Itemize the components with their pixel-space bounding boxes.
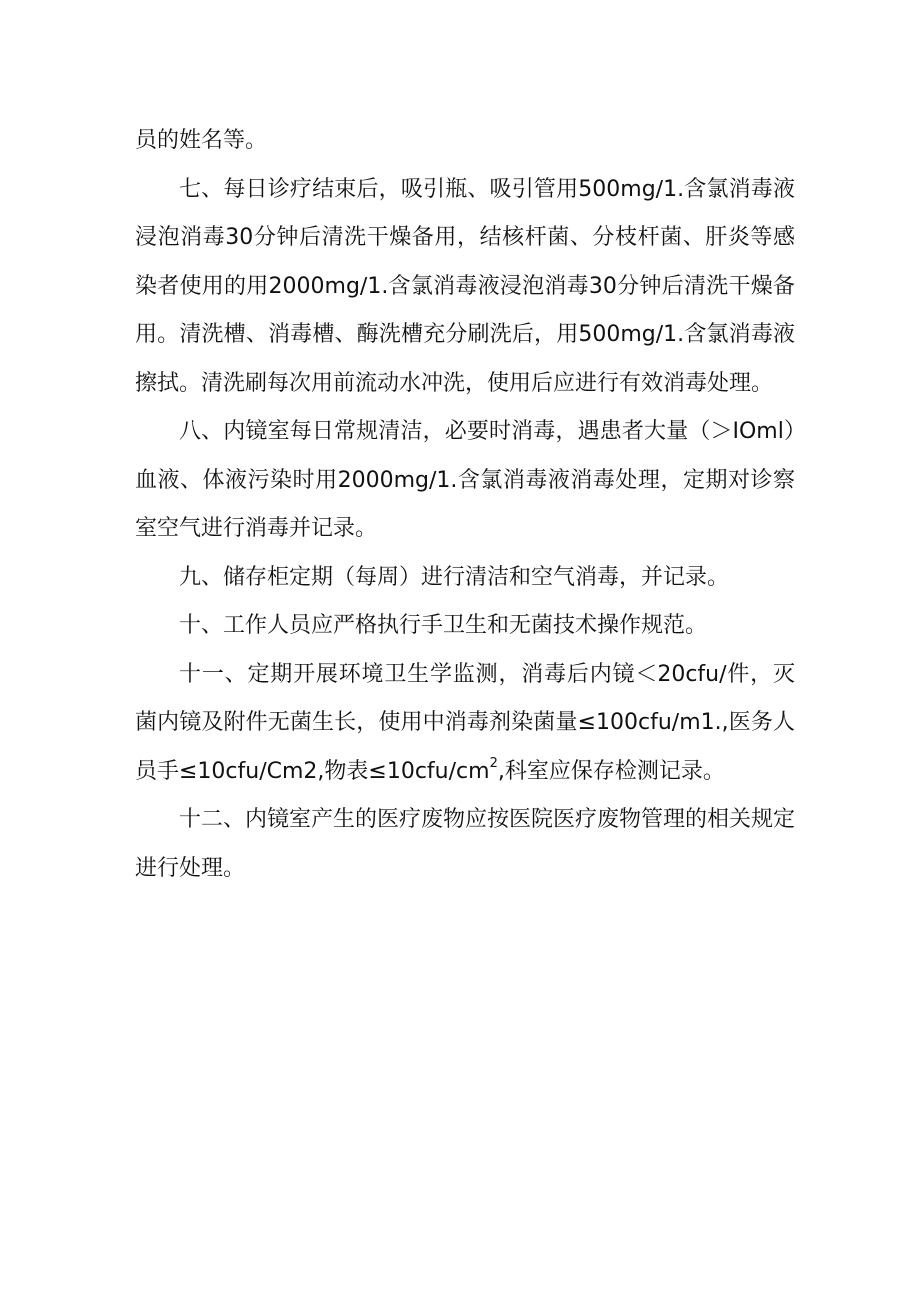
document-body [135, 117, 795, 893]
paragraph-9-storage-cabinet: 九、储存柜定期（每周）进行清洁和空气消毒，并记录。 [179, 564, 730, 590]
paragraph-12-medical-waste: 十二、内镜室产生的医疗废物应按医院医疗废物管理的相关规定进行处理。 [135, 807, 796, 881]
paragraph-11-environment-monitoring [135, 651, 795, 797]
paragraph-11-text-end: ,科室应保存检测记录。 [497, 758, 725, 784]
superscript-2: 2 [489, 756, 498, 772]
paragraph-11-text: 十一、定期开展环境卫生学监测，消毒后内镜＜20cfu∕件，灭菌内镜及附件无菌生长，使用中消毒剂染菌量≤100cfu∕m1.,医务人员手≤10cfu∕Cm2,物表≤10cfu∕cm [135, 661, 795, 784]
paragraph-7-suction-bottle-disinfection: 七、每日诊疗结束后，吸引瓶、吸引管用500mg∕1.含氯消毒液浸泡消毒30分钟后清洗干燥备用，结核杆菌、分枝杆菌、肝炎等感染者使用的用2000mg∕1.含氯消毒液浸泡消毒30分钟后清洗干燥备用。清洗槽、消毒槽、酶洗槽充分刷洗后，用500mg∕1.含氯消毒液擦拭。清洗刷每次用前流动水冲洗，使用后应进行有效消毒处理。 [135, 176, 795, 396]
paragraph-continuation: 员的姓名等。 [135, 128, 268, 153]
paragraph-8-room-cleaning: 八、内镜室每日常规清洁，必要时消毒，遇患者大量（＞IOml）血液、体液污染时用2000mg∕1.含氯消毒液消毒处理，定期对诊察室空气进行消毒并记录。 [135, 419, 795, 541]
paragraph-10-hand-hygiene: 十、工作人员应严格执行手卫生和无菌技术操作规范。 [179, 613, 708, 638]
